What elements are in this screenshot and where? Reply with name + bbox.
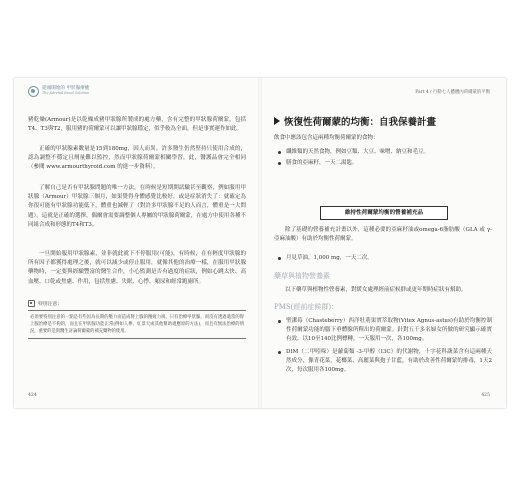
herbs-paragraph: 以下藥草與植物性營養素，對緩女處理經前症候群或更年期時症狀有幫助。	[285, 287, 467, 293]
page-number-right: 425	[481, 393, 490, 398]
pms-subheading: PMS(經前症候群)：	[274, 303, 339, 311]
left-page	[14, 78, 260, 408]
right-page	[260, 78, 506, 408]
bullet-icon	[278, 257, 281, 260]
section-heading-text: 恢復性荷爾蒙的均衡：自我保養計畫	[284, 117, 437, 128]
book-spread	[14, 78, 506, 408]
book-logo-icon	[28, 86, 39, 97]
supplement-box-heading: 維持性荷爾蒙均衡的營養補充品	[320, 206, 448, 220]
book-logo	[28, 86, 89, 97]
special-note-text: 必須要特別注意的一點是有些因為長期的壓力而造成腎上腺的精疲力竭，只有治療甲狀腺，而沒有透過適當的腎上腺治療是不夠的，而且在甲狀腺功能正常(例如人參、紅景天或其他幫助適應原的方法)，而且有無法治療的情況，重要的是與醫生討論荷爾蒙的補充藥物的使用。	[28, 310, 246, 339]
food-list	[274, 148, 492, 168]
list-item: 月見草油，1,000 mg，一天二次。	[274, 254, 492, 263]
pms-list	[274, 317, 492, 375]
triangle-bullet-icon	[274, 117, 280, 125]
logo-title: 從頭開始的 甲狀腺療癒	[42, 86, 90, 91]
logo-subtitle: The Adrenal Reset Solution	[42, 91, 90, 95]
bullet-icon	[278, 351, 281, 354]
bullet-icon	[278, 320, 281, 323]
running-head: Part 4 ∕ 行動七人體體內荷爾蒙的平衡	[415, 90, 490, 95]
body-paragraph-2: 正確的甲狀腺素數量是15到180mg，因人而異。許多醫生仍然堅持只使用合成的，認為調整不穩定且劑量難以監控，然而甲狀腺荷爾蒙相關學習，此，醫護品會完全相同（參閱 www.armourthyroid.com 的進一步資料）。	[28, 146, 246, 171]
special-note	[28, 300, 246, 339]
bullet-icon	[278, 151, 281, 154]
list-item: 聖潔莓（Chasteberry）西洋牡荊果實萃取物(Vitex Agnus-astus)有助於均衡控制性荷爾蒙功能的腦下垂體腺所釋出的荷爾蒙。針對五千多名婦女所做的研究顯示確實有效，以10至140比例標轉，一天服用一次，各100mg。	[274, 317, 492, 345]
body-paragraph-3: 了解自己是否有甲狀腺問題的唯一方法，在時候是短期開試驗甚至觀察，例如服用甲狀腺（Armour）甲狀腺三個月，如果覺得身體感覺比較好，或是症狀消失了：就確定為你很可能有甲狀腺功能低下，體重也減輕了（對許多甲狀腺不足的人而言，體重是一大問題）。這就是正確的選擇，偶爾會需要調整個人專屬的甲狀腺荷爾蒙，在處方中使用各種不同組合成和形態的T4和T3。	[28, 185, 246, 228]
supplement-paragraph: 除了基礎的營養補充計畫以外，這種必要的亞麻籽油或omega-6脂肪酸（GLA 或 γ-亞麻油酸）有助於均衡性荷爾蒙。	[274, 227, 492, 243]
intro-paragraph: 飲食中應該包含這兩種均衡荷爾蒙的食物：	[274, 135, 379, 141]
list-item: DIM（二甲吲哚）是蘿蔔類 -3-甲醇（I3C）的代謝物，十字花科蔬菜含有這兩種天然成分，像青花菜，花椰菜、高麗菜與孢子甘藍，有助於改善性荷爾蒙的排毒，1天2次，每次服用各100mg。	[274, 348, 492, 376]
herbs-subheading: 藥草與植物營養素	[274, 272, 330, 280]
special-note-label: 特別注意：	[38, 302, 62, 307]
note-icon	[28, 300, 35, 307]
page-number-left: 424	[28, 393, 37, 398]
body-paragraph-1: 豬乾燥(Armour)是以乾燥成豬甲狀腺所製成的處方藥，含有完整的甲狀腺荷爾蒙，包括T4、T3與T2，服用豬的荷爾蒙可以讓甲狀腺穩定，似乎較為全面，但是事實運作如此。	[28, 117, 246, 133]
list-item: 纖維類的天然食物，例如豆類、大豆、味噌、納豆和毛豆。	[274, 148, 492, 157]
section-heading	[274, 114, 436, 128]
body-paragraph-4: 一旦開始服用甲狀腺素，並非就此就下不停服用(可能)，有時候，在有輕度甲狀腺的所有因子都獲得處理之後，就可以減少或停止服用，就像其他的治療一樣，在服用甲狀腺藥物時，一定要與經驗豐富的醫生合作，小心監測是否有過度的症狀，例如心跳太快、高血壓、口乾或焦慮、作用，包括焦慮、失眠、心悸、頻尿和經常跑廁所。	[28, 251, 246, 285]
supplement-list	[274, 254, 492, 263]
bullet-icon	[278, 162, 281, 165]
list-item: 膳食的亞麻籽，一天二湯匙。	[274, 159, 492, 168]
